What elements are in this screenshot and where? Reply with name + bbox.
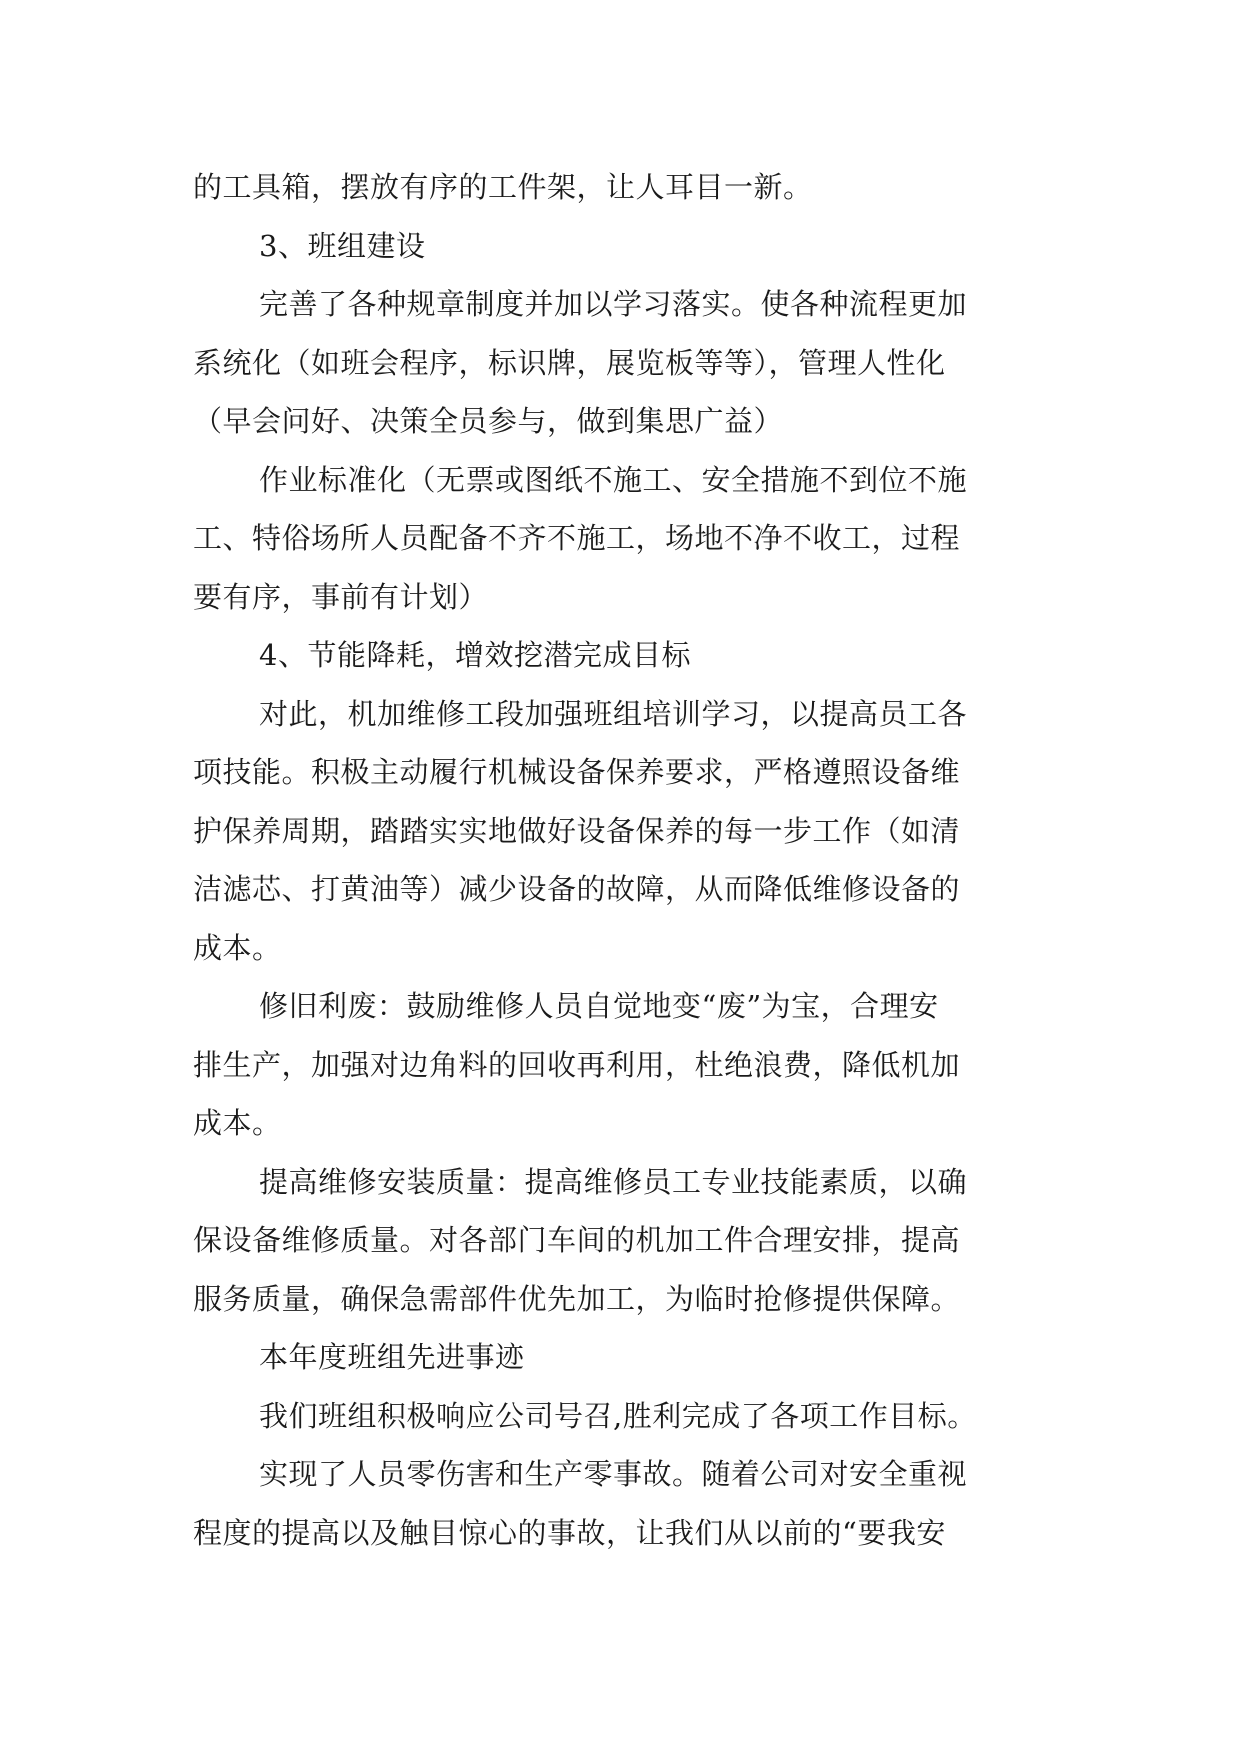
text-line: 系统化（如班会程序，标识牌，展览板等等），管理人性化	[193, 345, 946, 380]
text-line: （早会问好、决策全员参与，做到集思广益）	[193, 404, 784, 438]
text-line: 作业标准化（无票或图纸不施工、安全措施不到位不施	[259, 462, 968, 497]
text-line: 的工具箱，摆放有序的工件架，让人耳目一新。	[193, 170, 813, 204]
document-body	[193, 158, 1063, 1562]
text-line: 提高维修安装质量：提高维修员工专业技能素质，以确	[259, 1164, 968, 1199]
text-line: 完善了各种规章制度并加以学习落实。使各种流程更加	[259, 287, 968, 321]
text-line: 程度的提高以及触目惊心的事故，让我们从以前的“要我安	[193, 1515, 946, 1550]
text-line: 要有序，事前有计划）	[193, 579, 489, 614]
text-line: 护保养周期，踏踏实实地做好设备保养的每一步工作（如清	[193, 813, 961, 848]
text-line: 保设备维修质量。对各部门车间的机加工件合理安排，提高	[193, 1223, 961, 1257]
section-heading: 本年度班组先进事迹	[259, 1340, 525, 1374]
text-line: 项技能。积极主动履行机械设备保养要求，严格遵照设备维	[193, 755, 961, 789]
text-line: 成本。	[193, 930, 282, 965]
text-line: 洁滤芯、打黄油等）减少设备的故障，从而降低维修设备的	[193, 872, 961, 906]
text-line: 排生产，加强对边角料的回收再利用，杜绝浪费，降低机加	[193, 1047, 961, 1082]
text-line: 修旧利废：鼓励维修人员自觉地变“废”为宝，合理安	[259, 989, 939, 1023]
text-line: 实现了人员零伤害和生产零事故。随着公司对安全重视	[259, 1457, 968, 1491]
text-line: 对此，机加维修工段加强班组培训学习，以提高员工各	[259, 696, 968, 731]
section-heading: 3、班组建设	[259, 228, 426, 263]
text-line: 服务质量，确保急需部件优先加工，为临时抢修提供保障。	[193, 1281, 961, 1316]
section-heading: 4、节能降耗，增效挖潜完成目标	[259, 638, 691, 672]
text-line: 成本。	[193, 1106, 282, 1140]
text-line: 我们班组积极响应公司号召,胜利完成了各项工作目标。	[259, 1398, 977, 1433]
text-line: 工、特俗场所人员配备不齐不施工，场地不净不收工，过程	[193, 521, 961, 555]
